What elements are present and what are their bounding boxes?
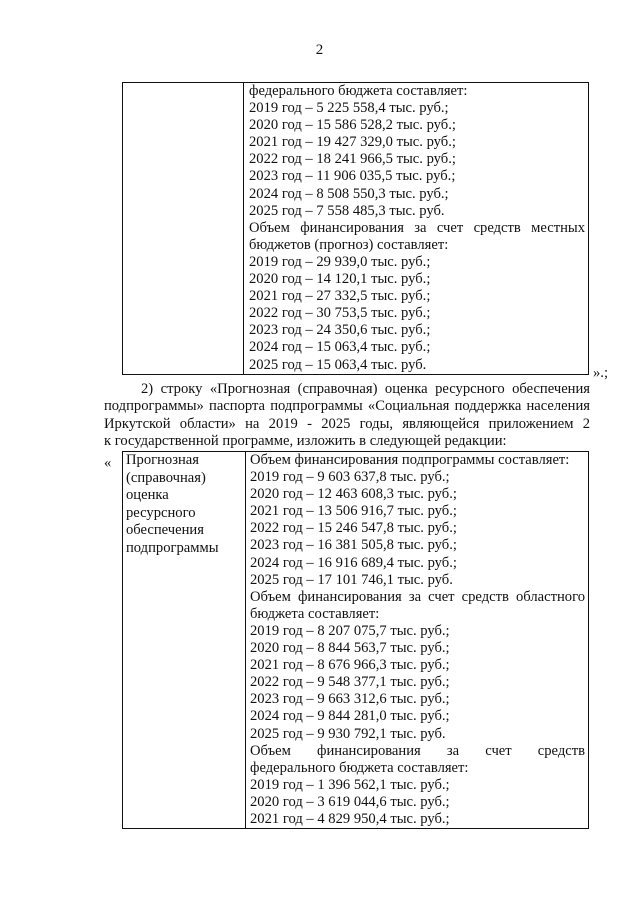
paragraph-line: Иркутской области» на 2019 - 2025 годы, являющейся приложением 2 <box>104 415 590 432</box>
text-line: 2025 год – 7 558 485,3 тыс. руб. <box>249 202 445 219</box>
text-line: 2022 год – 18 241 966,5 тыс. руб.; <box>249 151 456 168</box>
text-line: Объем финансирования за счет средств <box>250 742 585 759</box>
paragraph-line: к государственной программе, изложить в следующей редакции: <box>104 433 507 450</box>
text-line: Объем финансирования за счет средств местных <box>249 219 585 236</box>
resource-table-new-wording <box>122 451 589 829</box>
text-line: 2024 год – 15 063,4 тыс. руб.; <box>249 339 431 356</box>
label-line: (справочная) <box>126 469 206 486</box>
text-line: 2021 год – 8 676 966,3 тыс. руб.; <box>250 657 450 674</box>
text-line: 2020 год – 8 844 563,7 тыс. руб.; <box>250 640 450 657</box>
page-number: 2 <box>315 42 324 58</box>
text-line: 2024 год – 8 508 550,3 тыс. руб.; <box>249 185 449 202</box>
resource-table-continuation <box>122 82 589 375</box>
text-line: 2020 год – 15 586 528,2 тыс. руб.; <box>249 117 456 134</box>
table-label-cell <box>123 452 246 829</box>
label-line: обеспечения <box>126 522 204 539</box>
amendment-paragraph <box>104 381 590 451</box>
paragraph-line: 2) строку «Прогнозная (справочная) оценка ресурсного обеспечения <box>141 381 590 397</box>
text-line: 2019 год – 1 396 562,1 тыс. руб.; <box>250 776 450 793</box>
text-line: бюджета составляет: <box>250 605 380 622</box>
text-line: 2024 год – 9 844 281,0 тыс. руб.; <box>250 708 450 725</box>
label-line: ресурсного <box>126 504 196 521</box>
text-line: 2024 год – 16 916 689,4 тыс. руб.; <box>250 554 457 571</box>
text-line: 2021 год – 27 332,5 тыс. руб.; <box>249 288 431 305</box>
paragraph-line: подпрограммы» паспорта подпрограммы «Социальная поддержка населения <box>104 398 590 415</box>
table-row <box>123 83 589 375</box>
text-line: 2023 год – 9 663 312,6 тыс. руб.; <box>250 691 450 708</box>
text-line: 2023 год – 24 350,6 тыс. руб.; <box>249 322 431 339</box>
text-line: 2019 год – 8 207 075,7 тыс. руб.; <box>250 622 450 639</box>
text-line: 2019 год – 9 603 637,8 тыс. руб.; <box>250 469 450 486</box>
text-line: 2020 год – 12 463 608,3 тыс. руб.; <box>250 486 457 503</box>
label-line: Прогнозная <box>126 452 199 468</box>
text-line: 2025 год – 9 930 792,1 тыс. руб. <box>250 725 446 742</box>
text-line: бюджетов (прогноз) составляет: <box>249 236 449 253</box>
table-row <box>123 452 589 829</box>
text-line: 2019 год – 5 225 558,4 тыс. руб.; <box>249 100 449 117</box>
text-line: федерального бюджета составляет: <box>249 83 468 99</box>
closing-quote-mark: ». <box>593 365 604 381</box>
text-line: 2021 год – 4 829 950,4 тыс. руб.; <box>250 810 450 827</box>
opening-quote: « <box>104 455 112 471</box>
table-value-cell <box>244 83 589 375</box>
text-line: Объем финансирования за счет средств областного <box>250 588 585 605</box>
text-line: 2023 год – 16 381 505,8 тыс. руб.; <box>250 537 457 554</box>
table-value-cell <box>246 452 589 829</box>
text-line: 2021 год – 19 427 329,0 тыс. руб.; <box>249 134 456 151</box>
text-line: 2022 год – 30 753,5 тыс. руб.; <box>249 305 431 322</box>
text-line: 2021 год – 13 506 916,7 тыс. руб.; <box>250 503 457 520</box>
text-line: 2020 год – 3 619 044,6 тыс. руб.; <box>250 793 450 810</box>
label-line: подпрограммы <box>126 539 219 556</box>
label-line: оценка <box>126 487 169 504</box>
closing-quote-suffix: ; <box>603 365 609 381</box>
table-label-cell <box>123 83 244 375</box>
text-line: Объем финансирования подпрограммы составляет: <box>250 452 570 468</box>
text-line: 2020 год – 14 120,1 тыс. руб.; <box>249 271 431 288</box>
text-line: федерального бюджета составляет: <box>250 759 469 776</box>
text-line: 2025 год – 15 063,4 тыс. руб. <box>249 356 427 373</box>
text-line: 2022 год – 9 548 377,1 тыс. руб.; <box>250 674 450 691</box>
text-line: 2022 год – 15 246 547,8 тыс. руб.; <box>250 520 457 537</box>
text-line: 2025 год – 17 101 746,1 тыс. руб. <box>250 571 453 588</box>
text-line: 2023 год – 11 906 035,5 тыс. руб.; <box>249 168 456 185</box>
text-line: 2019 год – 29 939,0 тыс. руб.; <box>249 253 431 270</box>
closing-quote <box>593 365 608 382</box>
